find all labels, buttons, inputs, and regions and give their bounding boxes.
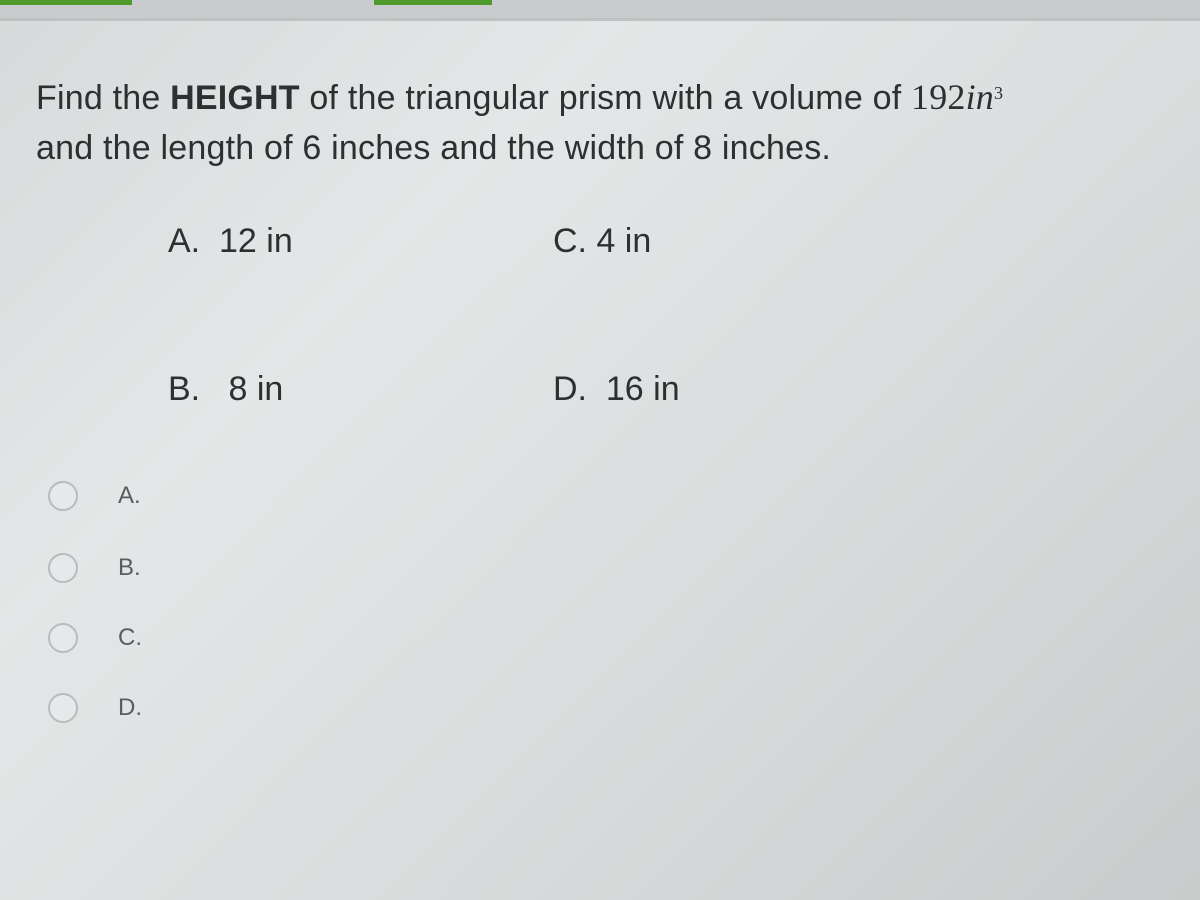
- choice-b-text: B. 8 in: [168, 370, 284, 408]
- choice-c-text: C. 4 in: [553, 222, 652, 260]
- top-tab-indicator-right: [374, 0, 492, 5]
- question-text: [36, 72, 1136, 173]
- top-tab-indicator-left: [0, 0, 132, 5]
- answer-option-label: B.: [118, 554, 141, 581]
- question-volume: [911, 77, 1003, 117]
- question-emphasis: HEIGHT: [170, 79, 300, 117]
- radio-button-d[interactable]: [48, 693, 78, 723]
- volume-unit: in: [965, 77, 995, 117]
- top-bar: [0, 0, 1200, 20]
- radio-button-c[interactable]: [48, 623, 78, 653]
- answer-option-a[interactable]: [48, 476, 141, 516]
- choice-d-text: D. 16 in: [553, 370, 680, 408]
- answer-option-label: A.: [118, 482, 141, 509]
- question-line2: and the length of 6 inches and the width of 8 inches.: [36, 129, 832, 167]
- radio-button-a[interactable]: [48, 481, 78, 511]
- answer-option-label: D.: [118, 694, 142, 721]
- answer-option-label: C.: [118, 624, 142, 651]
- question-middle: of the triangular prism with a volume of: [299, 79, 911, 117]
- volume-number: 192: [911, 77, 966, 117]
- radio-button-b[interactable]: [48, 553, 78, 583]
- answer-option-d[interactable]: [48, 688, 142, 728]
- top-divider: [0, 18, 1200, 21]
- question-prefix: Find the: [36, 79, 171, 117]
- answer-option-b[interactable]: [48, 548, 141, 588]
- answer-option-c[interactable]: [48, 618, 142, 658]
- volume-exponent: 3: [994, 83, 1004, 103]
- choice-a-text: A. 12 in: [168, 222, 293, 260]
